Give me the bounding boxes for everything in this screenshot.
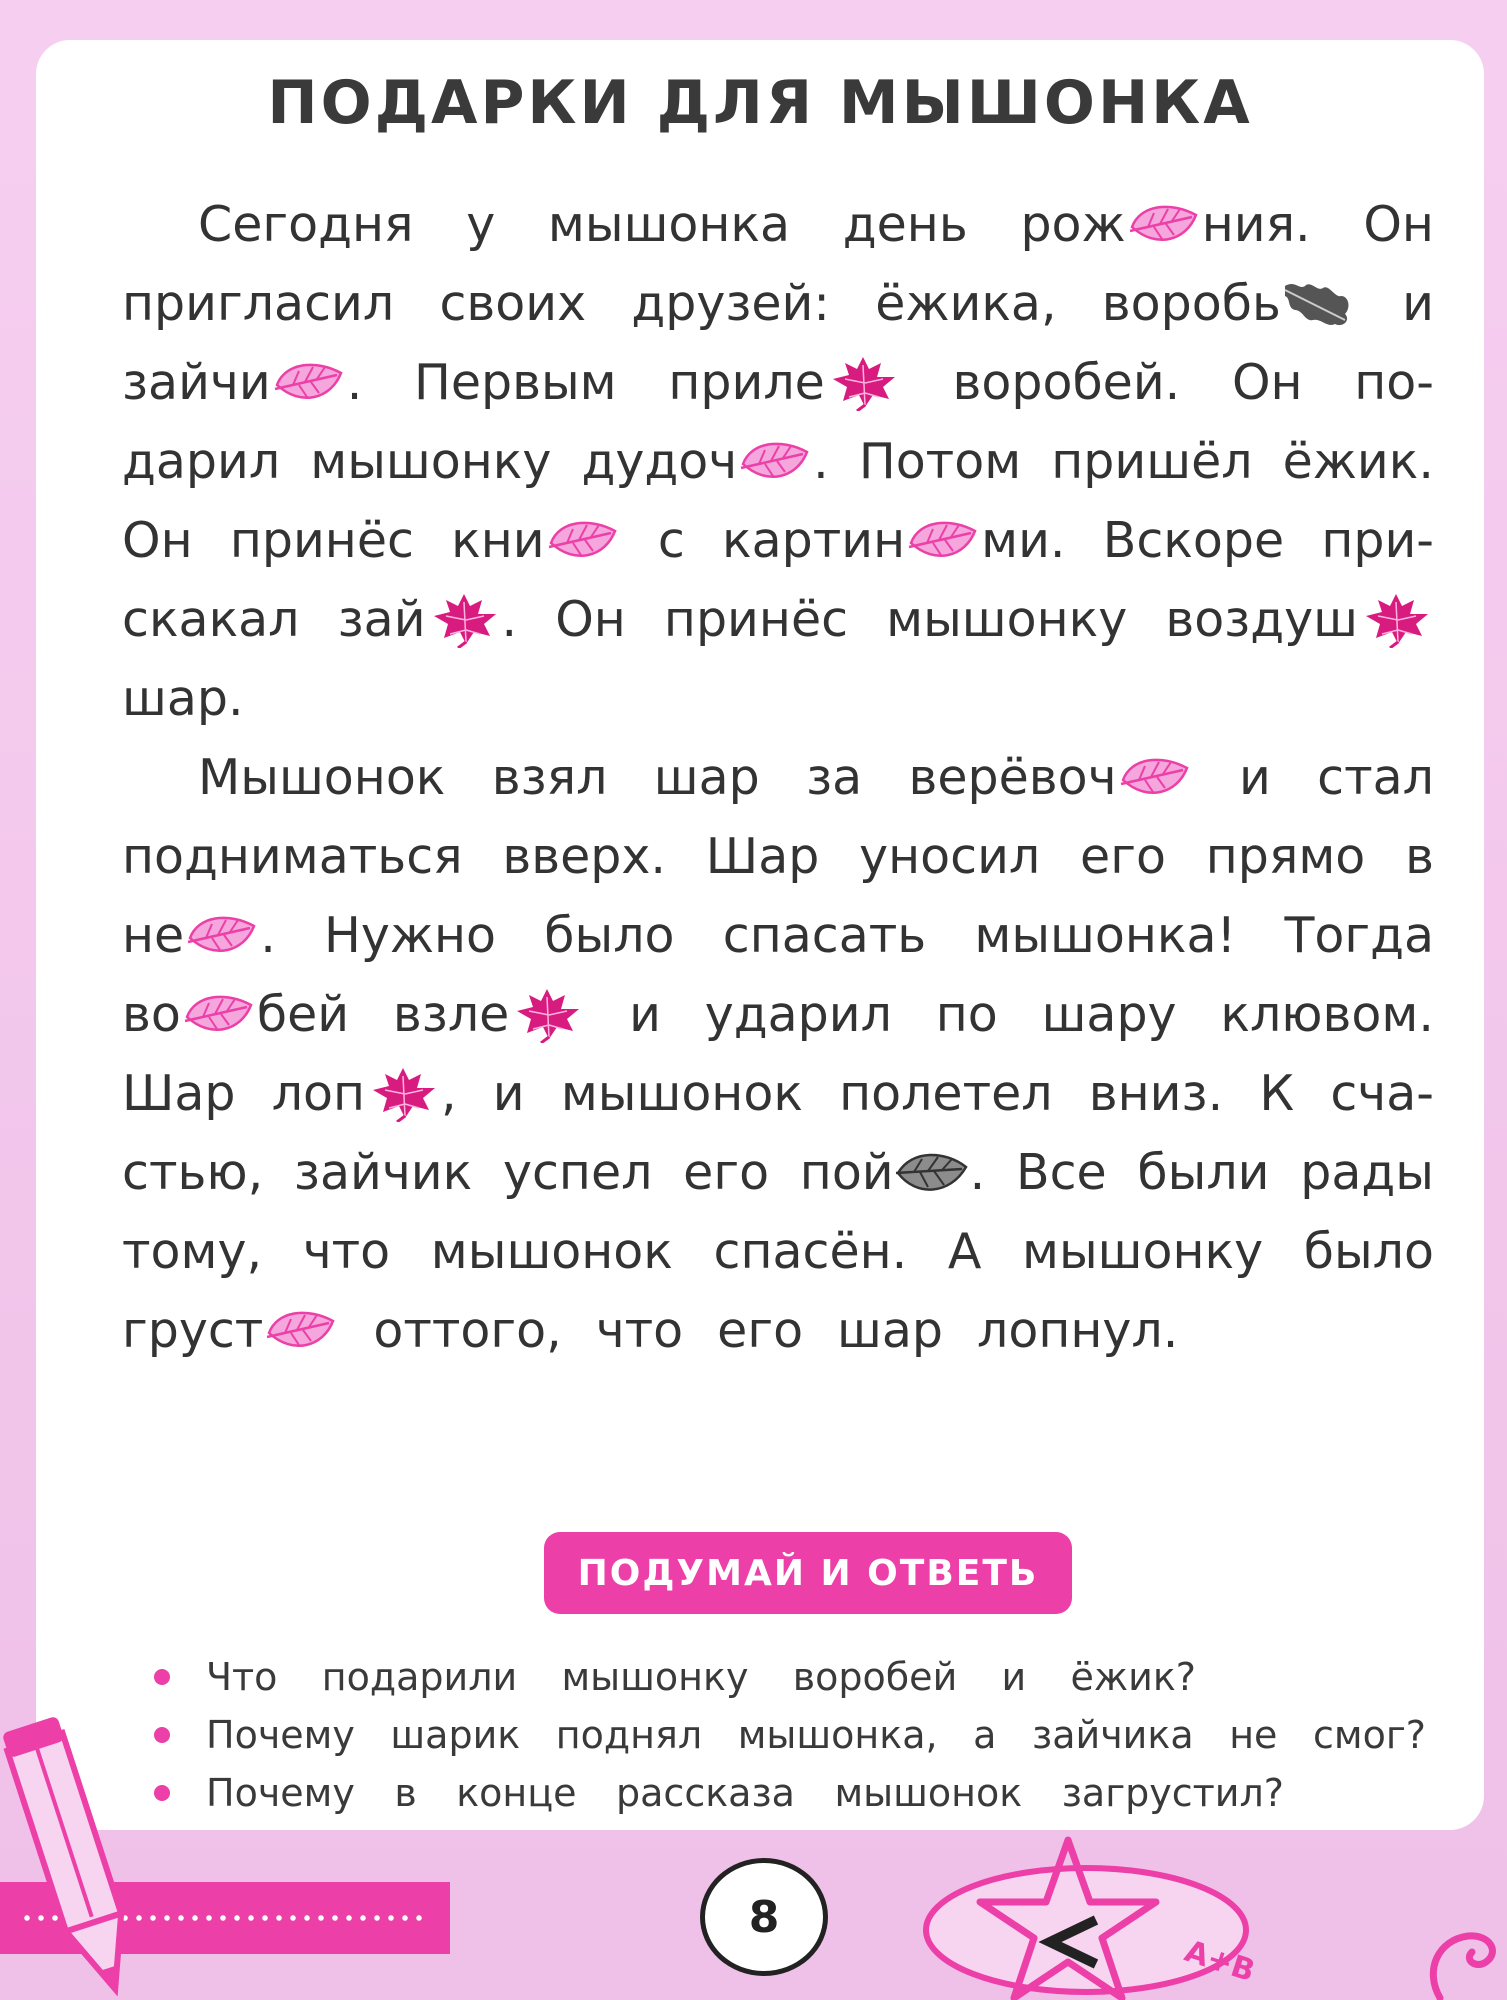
content-panel [36,40,1484,1830]
word: полетел [839,1065,1053,1122]
word: Потом [858,433,1022,490]
story-line [122,1212,1434,1291]
word: конце [456,1771,577,1815]
word: зайчика [1032,1713,1194,1757]
story-line [122,1291,1434,1370]
word: Шар [705,828,820,885]
word: Он [555,591,626,648]
word: по [935,986,998,1043]
word: взял [491,749,608,806]
word: зай . [337,591,518,648]
page-number: 8 [700,1858,828,1976]
word: в [394,1771,417,1815]
bullet-icon [154,1669,170,1685]
word: воздуш [1165,580,1434,659]
story-line [122,1054,1434,1133]
pink-leaf-icon [263,1303,339,1359]
word: день [842,196,968,253]
word: и [492,1065,525,1122]
word: верёвоч [909,738,1193,817]
story-line [122,659,1434,738]
word: дарил [122,433,281,490]
maple-leaf-icon [509,987,585,1043]
word: груст [122,1291,339,1370]
word: мышонка! [974,907,1237,964]
word: картин ми. [721,512,1066,569]
word: по- [1354,354,1434,411]
word: Тогда [1284,907,1434,964]
story-line [122,738,1434,817]
word: дудоч . [581,433,829,490]
word: у [466,196,496,253]
pink-leaf-icon [1117,750,1193,806]
word: ёжик. [1282,433,1434,490]
story-line [122,343,1434,422]
word: скакал [122,591,300,648]
word: подарили [321,1655,518,1699]
word: вниз. [1088,1065,1224,1122]
word: мышонка, [737,1713,938,1757]
word: его [1080,828,1166,885]
word: воробей [792,1655,958,1699]
word: шару [1041,986,1177,1043]
question-item [154,1764,1284,1822]
word: Он [1231,354,1303,411]
word: были [1137,1144,1270,1201]
word: Первым [414,354,617,411]
word: поднял [555,1713,703,1757]
word: и [1238,749,1271,806]
curl-decoration-icon [1420,1900,1507,2000]
pink-leaf-icon [1126,197,1202,253]
word: а [973,1713,997,1757]
pink-leaf-icon [905,513,981,569]
story-line [122,501,1434,580]
story-line [122,817,1434,896]
word: его [683,1144,770,1201]
page-title: ПОДАРКИ ДЛЯ МЫШОНКА [267,68,1253,138]
story-line [122,896,1434,975]
story-line [122,1133,1434,1212]
word: своих [439,275,587,332]
badge-text: A+B [1180,1933,1260,1990]
story-line [122,185,1434,264]
word: мышонку [1022,1223,1264,1280]
word: приле [668,343,900,422]
story-line [122,975,1434,1054]
question-item [154,1648,1196,1706]
word: во бей [122,986,350,1043]
word: загрустил? [1061,1771,1284,1815]
word: с [657,512,685,569]
word: рож ния. [1020,196,1311,253]
question-list [154,1648,1454,1822]
word: за [806,749,863,806]
word: Все [1015,1144,1107,1201]
word: спасён. [713,1223,908,1280]
story-text [122,185,1434,1370]
word: и [1001,1655,1027,1699]
word: ёжик? [1070,1655,1196,1699]
word: шар [837,1302,944,1359]
pink-leaf-icon [184,908,260,964]
word: Что [206,1655,278,1699]
word: воробь [1102,264,1357,343]
pink-leaf-icon [181,987,257,1043]
word: оттого, [373,1302,562,1359]
word: шар. [122,670,244,727]
word: при- [1321,512,1434,569]
word: вверх. [502,828,666,885]
word: было [1303,1223,1434,1280]
word: что [595,1302,684,1359]
word: пригласил [122,275,395,332]
word: уносил [859,828,1041,885]
word: Почему [206,1713,355,1757]
word: мышонка [547,196,791,253]
word: не [1229,1713,1278,1757]
maple-leaf-icon [426,592,502,648]
word: тому, [122,1223,263,1280]
word: лопнул. [977,1302,1179,1359]
word: шарик [390,1713,521,1757]
word: спасать [722,907,927,964]
word: мышонку [886,591,1128,648]
word: мышонок [430,1223,673,1280]
word: рады [1300,1144,1434,1201]
word: в [1405,828,1434,885]
word: прямо [1205,828,1366,885]
word: мышонку [561,1655,749,1699]
word: подниматься [122,828,463,885]
gray-leaf-icon [894,1145,970,1201]
word: успел [502,1144,653,1201]
story-line [122,422,1434,501]
word: взле [393,975,585,1054]
word: Он [1363,196,1434,253]
word: Мышонок [198,749,446,806]
word: Почему [206,1771,355,1815]
word: смог? [1313,1713,1426,1757]
word: Шар [122,1065,236,1122]
word: что [302,1223,391,1280]
story-line [122,264,1434,343]
word: принёс [229,512,414,569]
word: было [544,907,675,964]
pink-leaf-icon [545,513,621,569]
word: стью, [122,1144,264,1201]
word: зайчи . [122,354,363,411]
word: стал [1317,749,1434,806]
think-and-answer-banner: ПОДУМАЙ И ОТВЕТЬ [544,1532,1072,1614]
word: его [717,1302,804,1359]
maple-leaf-icon [365,1066,441,1122]
pencil-icon [0,1700,180,2000]
word: Он [122,512,193,569]
word: ударил [704,986,892,1043]
word: зайчик [293,1144,473,1201]
maple-leaf-icon [825,355,901,411]
word: ёжика, [875,275,1057,332]
word: лоп , [271,1065,457,1122]
maple-leaf-icon [1358,592,1434,648]
question-item [154,1706,1426,1764]
word: сча- [1330,1065,1434,1122]
oak-leaf-icon [1281,276,1357,332]
word: не . [122,907,276,964]
word: клювом. [1220,986,1434,1043]
word: К [1259,1065,1295,1122]
story-line [122,580,1434,659]
word: Нужно [324,907,497,964]
word: рассказа [616,1771,795,1815]
word: мышонку [310,433,552,490]
word: пой . [799,1144,986,1201]
word: принёс [663,591,849,648]
word: А [947,1223,982,1280]
word: кни [451,501,620,580]
star-badge-icon [918,1830,1288,2000]
word: пришёл [1051,433,1253,490]
word: мышонок [560,1065,803,1122]
pink-leaf-icon [271,355,347,411]
word: и [629,986,661,1043]
word: воробей. [952,354,1181,411]
word: Сегодня [198,196,414,253]
pink-leaf-icon [737,434,813,490]
word: друзей: [631,275,830,332]
word: шар [653,749,760,806]
word: Вскоре [1102,512,1285,569]
word: мышонок [834,1771,1023,1815]
word: и [1402,275,1434,332]
